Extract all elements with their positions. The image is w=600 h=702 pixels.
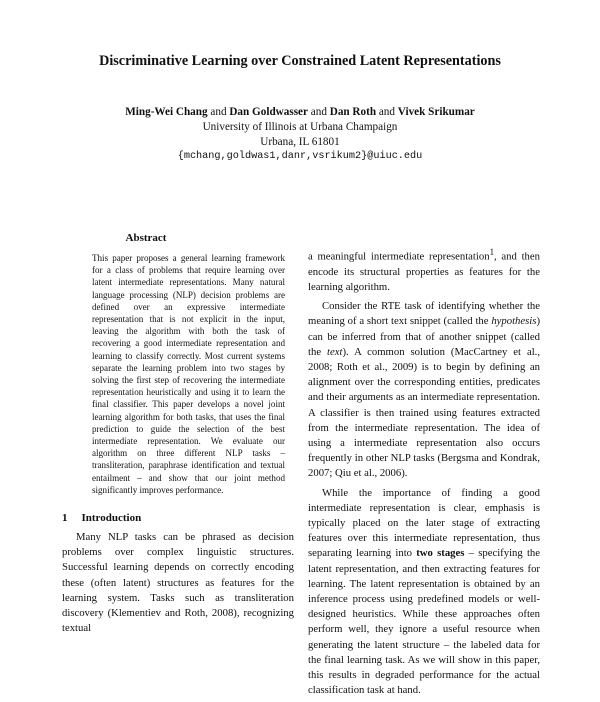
section-number: 1 xyxy=(62,512,68,524)
right-column xyxy=(308,245,540,702)
author-sep: and xyxy=(210,106,227,118)
section-heading-introduction xyxy=(62,512,141,524)
introduction-paragraph: Many NLP tasks can be phrased as decision problems over complex linguistic structures. Successful learning depends on correctly encoding these (often latent) structures as features for the learning system. Tasks such as transliteration discovery (Klementiev and Roth, 2008), recognizing textual xyxy=(62,531,294,635)
abstract-heading: Abstract xyxy=(125,232,167,244)
affiliation: University of Illinois at Urbana Champaign xyxy=(202,121,398,133)
text-run: , and then encode its structural properties as features for the learning algorithm. xyxy=(308,250,540,293)
text-run: ). A common solution (MacCartney et al., 2008; Roth et al., 2009) is to begin by defining an alignment over the corresponding entities, predicates and their arguments as an intermediate representation. A classifier is then trained using features extracted from the intermediate representation. The idea of using a intermediate representation also occurs frequently in other NLP tasks (Bergsma and Kondrak, 2007; Qiu et al., 2006). xyxy=(308,345,541,480)
author-list xyxy=(0,106,600,118)
author-1: Ming-Wei Chang xyxy=(125,106,208,118)
text-run: – specifying the latent representation, and then extracting features for learning. The latent representation is obtained by an inference process using predefined models or well-designed heuristics. While these approaches often perform well, they ignore a useful resource when generating the latent structure – the labeled data for the final learning task. As we will show in this paper, this results in degraded performance for the actual classification task at hand. xyxy=(308,547,541,697)
text-run: While the importance of finding a good intermediate representation is clear, emphasis is typically placed on the later stage of extracting features over this intermediate representation, thus separating learning into xyxy=(308,486,540,560)
term-hypothesis: hypothesis xyxy=(491,315,537,328)
city: Urbana, IL 61801 xyxy=(260,136,340,148)
author-4: Vivek Srikumar xyxy=(397,106,475,118)
author-3: Dan Roth xyxy=(329,106,377,118)
paragraph-2 xyxy=(308,299,540,481)
text-run: ) can be inferred from that of another snippet (called the xyxy=(308,315,540,358)
text-run: Consider the RTE task of identifying whether the meaning of a short text snippet (called the xyxy=(308,300,540,328)
section-title: Introduction xyxy=(81,512,142,524)
email: {mchang,goldwas1,danr,vsrikum2}@uiuc.edu xyxy=(177,151,423,162)
author-2: Dan Goldwasser xyxy=(229,106,308,118)
paper-title: Discriminative Learning over Constrained Latent Representations xyxy=(99,53,501,69)
footnote-marker: 1 xyxy=(489,247,495,257)
text-run: a meaningful intermediate representation xyxy=(308,250,490,263)
term-text: text xyxy=(327,345,343,358)
paragraph-3 xyxy=(308,486,540,699)
author-sep: and xyxy=(310,106,327,118)
paragraph-1 xyxy=(308,245,540,295)
term-two-stages: two stages xyxy=(416,547,465,560)
author-sep: and xyxy=(378,106,395,118)
abstract-text: This paper proposes a general learning framework for a class of problems that require learning over latent intermediate representations. Many natural language processing (NLP) decision problems are defined over an expressive intermediate representation that is not explicit in the input, leaving the algorithm with both the task of recovering a good intermediate representation and learning to classify correctly. Most current systems separate the learning problem into two stages by solving the first step of recovering the intermediate representation heuristically and using it to learn the final classifier. This paper develops a novel joint learning algorithm for both tasks, that uses the final prediction to guide the selection of the best intermediate representation. We evaluate our algorithm on three different NLP tasks – transliteration, paraphrase identification and textual entailment – and show that our joint method significantly improves performance. xyxy=(92,253,285,495)
